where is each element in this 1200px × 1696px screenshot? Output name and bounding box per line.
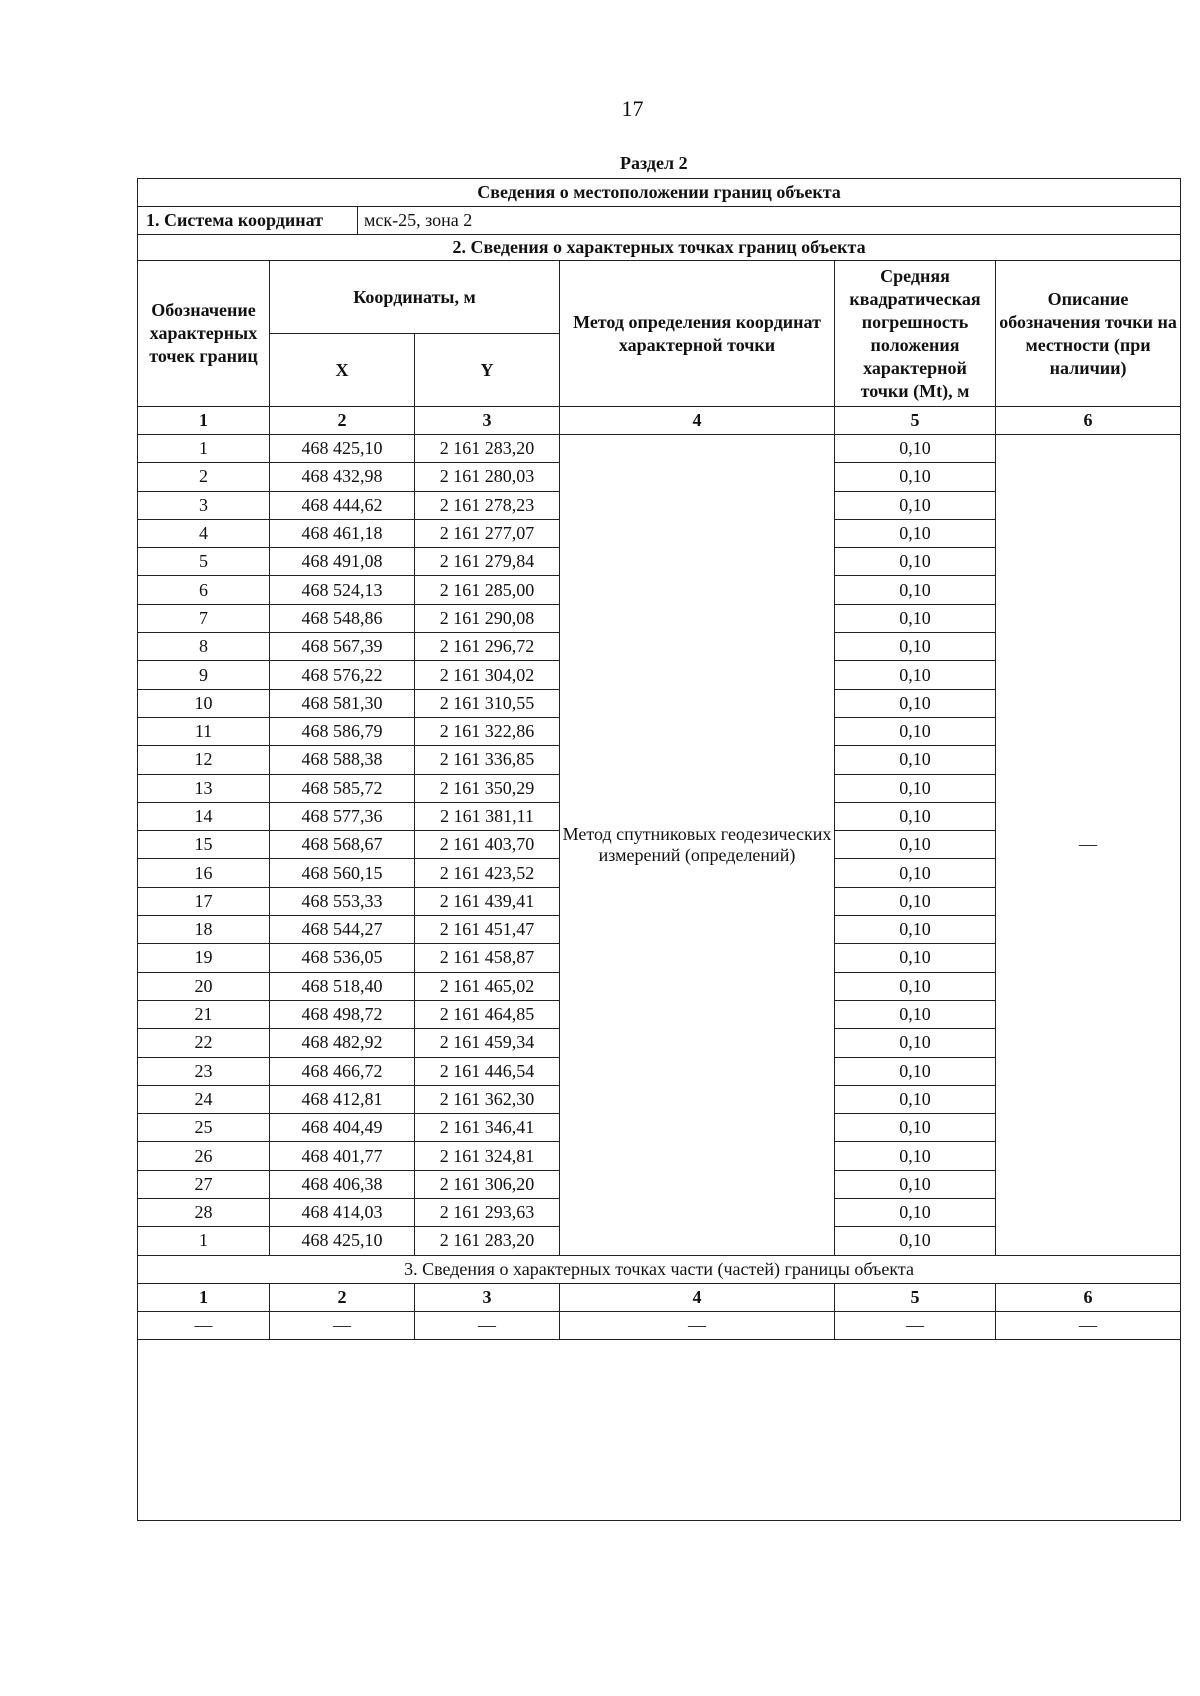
- table-row: [138, 435, 1181, 463]
- point-x: 468 401,77: [270, 1142, 415, 1170]
- point-number: 14: [138, 802, 270, 830]
- point-x: 468 444,62: [270, 491, 415, 519]
- point-x: 468 466,72: [270, 1057, 415, 1085]
- point-error: 0,10: [835, 633, 996, 661]
- point-error: 0,10: [835, 916, 996, 944]
- point-x: 468 544,27: [270, 916, 415, 944]
- point-y: 2 161 280,03: [415, 463, 560, 491]
- point-number: 21: [138, 1000, 270, 1028]
- point-x: 468 586,79: [270, 717, 415, 745]
- point-y: 2 161 403,70: [415, 831, 560, 859]
- column-number: 6: [996, 407, 1181, 435]
- column-number: 2: [270, 407, 415, 435]
- point-y: 2 161 279,84: [415, 548, 560, 576]
- point-error: 0,10: [835, 519, 996, 547]
- point-y: 2 161 439,41: [415, 887, 560, 915]
- point-x: 468 425,10: [270, 1227, 415, 1255]
- point-x: 468 553,33: [270, 887, 415, 915]
- page-number: 17: [621, 96, 644, 121]
- point-number: 3: [138, 491, 270, 519]
- part-dash-cell: —: [270, 1311, 415, 1339]
- point-x: 468 498,72: [270, 1000, 415, 1028]
- header-method: Метод определения координат характерной точки: [560, 261, 835, 407]
- point-error: 0,10: [835, 604, 996, 632]
- point-x: 468 588,38: [270, 746, 415, 774]
- point-x: 468 406,38: [270, 1170, 415, 1198]
- point-y: 2 161 459,34: [415, 1029, 560, 1057]
- column-number: 5: [835, 407, 996, 435]
- point-number: 1: [138, 435, 270, 463]
- header-point-designation: Обозначение характерных точек границ: [138, 261, 270, 407]
- part-dash-cell: —: [138, 1311, 270, 1339]
- point-x: 468 567,39: [270, 633, 415, 661]
- point-x: 468 568,67: [270, 831, 415, 859]
- point-y: 2 161 458,87: [415, 944, 560, 972]
- point-x: 468 524,13: [270, 576, 415, 604]
- part-dash-cell: —: [415, 1311, 560, 1339]
- point-number: 17: [138, 887, 270, 915]
- point-y: 2 161 465,02: [415, 972, 560, 1000]
- point-y: 2 161 362,30: [415, 1085, 560, 1113]
- point-error: 0,10: [835, 661, 996, 689]
- header-x: X: [270, 334, 415, 407]
- point-y: 2 161 423,52: [415, 859, 560, 887]
- point-number: 4: [138, 519, 270, 547]
- point-y: 2 161 293,63: [415, 1199, 560, 1227]
- description-cell: —: [996, 435, 1181, 1256]
- point-y: 2 161 310,55: [415, 689, 560, 717]
- point-number: 22: [138, 1029, 270, 1057]
- point-error: 0,10: [835, 576, 996, 604]
- point-number: 25: [138, 1114, 270, 1142]
- subsection3-title: 3. Сведения о характерных точках части (частей) границы объекта: [138, 1255, 1181, 1283]
- point-y: 2 161 464,85: [415, 1000, 560, 1028]
- point-x: 468 491,08: [270, 548, 415, 576]
- part-dash-cell: —: [996, 1311, 1181, 1339]
- point-error: 0,10: [835, 746, 996, 774]
- point-error: 0,10: [835, 1199, 996, 1227]
- point-number: 24: [138, 1085, 270, 1113]
- part-column-number: 1: [138, 1283, 270, 1311]
- part-column-number: 3: [415, 1283, 560, 1311]
- point-y: 2 161 446,54: [415, 1057, 560, 1085]
- point-error: 0,10: [835, 944, 996, 972]
- point-y: 2 161 350,29: [415, 774, 560, 802]
- point-number: 1: [138, 1227, 270, 1255]
- point-number: 23: [138, 1057, 270, 1085]
- point-error: 0,10: [835, 774, 996, 802]
- point-error: 0,10: [835, 1170, 996, 1198]
- column-number: 1: [138, 407, 270, 435]
- header-y: Y: [415, 334, 560, 407]
- main-title: Сведения о местоположении границ объекта: [138, 179, 1181, 207]
- point-x: 468 560,15: [270, 859, 415, 887]
- point-number: 7: [138, 604, 270, 632]
- point-y: 2 161 278,23: [415, 491, 560, 519]
- point-error: 0,10: [835, 972, 996, 1000]
- point-y: 2 161 277,07: [415, 519, 560, 547]
- part-dash-cell: —: [560, 1311, 835, 1339]
- point-x: 468 461,18: [270, 519, 415, 547]
- point-error: 0,10: [835, 1000, 996, 1028]
- part-column-number: 4: [560, 1283, 835, 1311]
- point-number: 11: [138, 717, 270, 745]
- point-number: 9: [138, 661, 270, 689]
- point-number: 28: [138, 1199, 270, 1227]
- point-error: 0,10: [835, 1142, 996, 1170]
- subsection2-title: 2. Сведения о характерных точках границ объекта: [138, 235, 1181, 261]
- part-column-number: 6: [996, 1283, 1181, 1311]
- point-y: 2 161 283,20: [415, 1227, 560, 1255]
- point-error: 0,10: [835, 463, 996, 491]
- point-x: 468 576,22: [270, 661, 415, 689]
- part-column-number: 5: [835, 1283, 996, 1311]
- column-number: 4: [560, 407, 835, 435]
- point-number: 8: [138, 633, 270, 661]
- point-x: 468 548,86: [270, 604, 415, 632]
- point-error: 0,10: [835, 887, 996, 915]
- point-number: 6: [138, 576, 270, 604]
- point-error: 0,10: [835, 859, 996, 887]
- point-error: 0,10: [835, 1029, 996, 1057]
- point-number: 12: [138, 746, 270, 774]
- method-cell: Метод спутниковых геодезических измерений (определений): [560, 435, 835, 1256]
- point-number: 16: [138, 859, 270, 887]
- point-x: 468 482,92: [270, 1029, 415, 1057]
- point-y: 2 161 306,20: [415, 1170, 560, 1198]
- header-description: Описание обозначения точки на местности (при наличии): [996, 261, 1181, 407]
- boundary-table: [137, 178, 1181, 1521]
- header-error: Средняя квадратическая погрешность положения характерной точки (Mt), м: [835, 261, 996, 407]
- coord-system-value: мск-25, зона 2: [364, 210, 473, 230]
- header-coordinates: Координаты, м: [270, 261, 560, 334]
- point-x: 468 412,81: [270, 1085, 415, 1113]
- point-number: 5: [138, 548, 270, 576]
- blank-area: [138, 1339, 1181, 1520]
- point-y: 2 161 296,72: [415, 633, 560, 661]
- point-x: 468 432,98: [270, 463, 415, 491]
- point-number: 18: [138, 916, 270, 944]
- point-y: 2 161 322,86: [415, 717, 560, 745]
- point-number: 19: [138, 944, 270, 972]
- section-title: Раздел 2: [620, 153, 688, 173]
- point-x: 468 518,40: [270, 972, 415, 1000]
- point-x: 468 414,03: [270, 1199, 415, 1227]
- point-y: 2 161 451,47: [415, 916, 560, 944]
- point-y: 2 161 304,02: [415, 661, 560, 689]
- coord-system-label: 1. Система координат: [138, 207, 358, 234]
- point-error: 0,10: [835, 689, 996, 717]
- point-number: 26: [138, 1142, 270, 1170]
- point-error: 0,10: [835, 831, 996, 859]
- part-column-number: 2: [270, 1283, 415, 1311]
- point-number: 20: [138, 972, 270, 1000]
- point-y: 2 161 283,20: [415, 435, 560, 463]
- point-y: 2 161 381,11: [415, 802, 560, 830]
- point-error: 0,10: [835, 1057, 996, 1085]
- point-number: 13: [138, 774, 270, 802]
- point-number: 15: [138, 831, 270, 859]
- point-error: 0,10: [835, 1114, 996, 1142]
- column-number: 3: [415, 407, 560, 435]
- point-error: 0,10: [835, 548, 996, 576]
- point-y: 2 161 285,00: [415, 576, 560, 604]
- point-error: 0,10: [835, 802, 996, 830]
- point-error: 0,10: [835, 491, 996, 519]
- point-x: 468 585,72: [270, 774, 415, 802]
- point-x: 468 536,05: [270, 944, 415, 972]
- point-y: 2 161 324,81: [415, 1142, 560, 1170]
- point-number: 10: [138, 689, 270, 717]
- point-x: 468 581,30: [270, 689, 415, 717]
- point-x: 468 425,10: [270, 435, 415, 463]
- point-y: 2 161 336,85: [415, 746, 560, 774]
- point-number: 27: [138, 1170, 270, 1198]
- point-x: 468 577,36: [270, 802, 415, 830]
- point-y: 2 161 290,08: [415, 604, 560, 632]
- part-dash-cell: —: [835, 1311, 996, 1339]
- point-x: 468 404,49: [270, 1114, 415, 1142]
- point-error: 0,10: [835, 435, 996, 463]
- point-number: 2: [138, 463, 270, 491]
- point-error: 0,10: [835, 1227, 996, 1255]
- point-y: 2 161 346,41: [415, 1114, 560, 1142]
- point-error: 0,10: [835, 717, 996, 745]
- point-error: 0,10: [835, 1085, 996, 1113]
